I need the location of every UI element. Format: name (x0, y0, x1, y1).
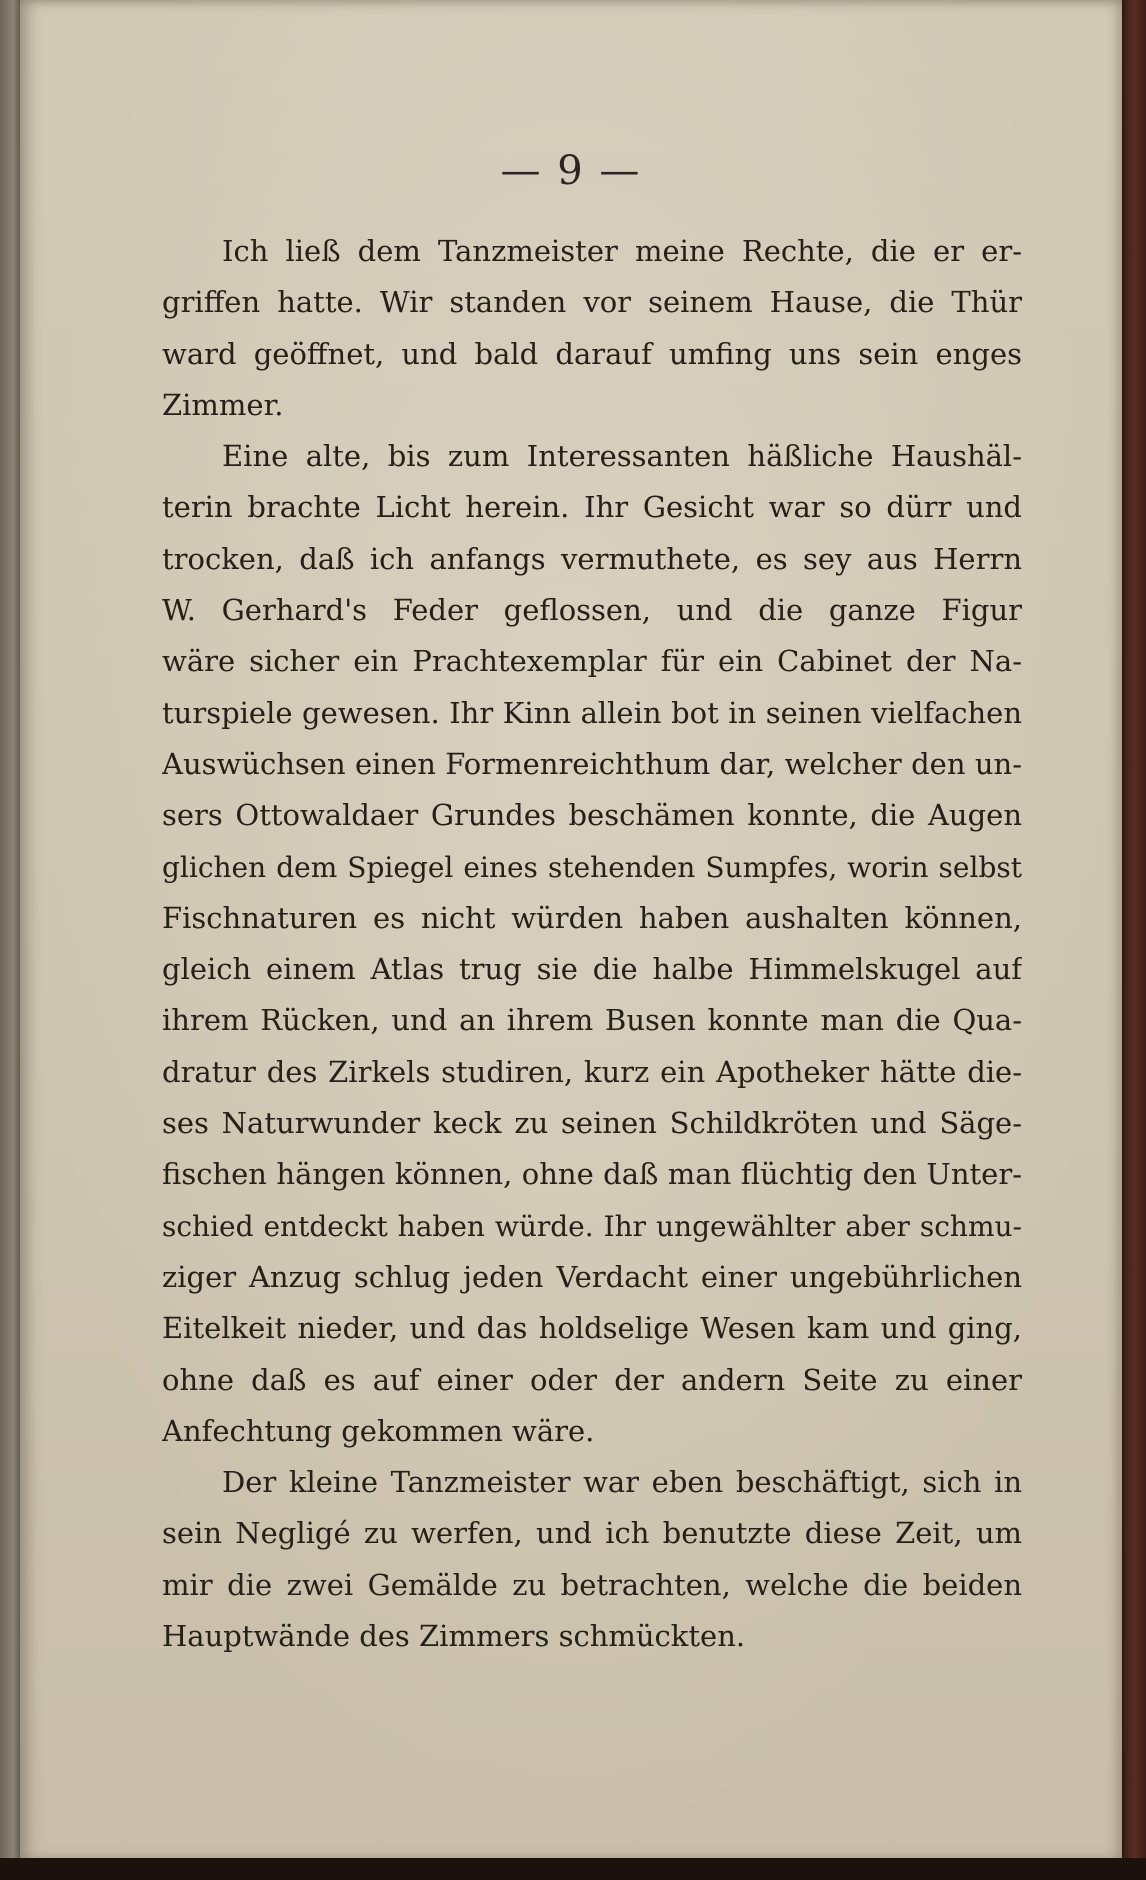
text-line: griffen hatte. Wir standen vor seinem Hause, die Thür (162, 285, 1022, 320)
body-text (162, 226, 1022, 1662)
text-line: terin brachte Licht herein. Ihr Gesicht war so dürr und (162, 490, 1022, 525)
text-line: trocken, daß ich anfangs vermuthete, es sey aus Herrn (162, 541, 1022, 576)
text-line: sers Ottowaldaer Grundes beschämen konnte, die Augen (162, 798, 1022, 833)
text-line: Anfechtung gekommen wäre. (162, 1413, 595, 1448)
text-line: ses Naturwunder keck zu seinen Schildkröten und Säge- (162, 1106, 1022, 1141)
text-line: Der kleine Tanzmeister war eben beschäftigt, sich in (222, 1465, 1022, 1500)
text-line: Eitelkeit nieder, und das holdselige Wesen kam und ging, (162, 1311, 1022, 1346)
text-line: Hauptwände des Zimmers schmückten. (162, 1619, 746, 1654)
text-line: ward geöffnet, und bald darauf umfing uns sein enges (162, 336, 1022, 371)
text-line: schied entdeckt haben würde. Ihr ungewählter aber schmu- (162, 1209, 1022, 1243)
text-line: dratur des Zirkels studiren, kurz ein Apotheker hätte die- (162, 1054, 1022, 1089)
text-line: ihrem Rücken, und an ihrem Busen konnte man die Qua- (162, 1003, 1022, 1038)
text-line: turspiele gewesen. Ihr Kinn allein bot in seinen vielfachen (162, 695, 1022, 730)
book-cover-edge (1124, 0, 1146, 1880)
text-line: fischen hängen können, ohne daß man flüchtig den Unter- (162, 1157, 1022, 1192)
text-line: gleich einem Atlas trug sie die halbe Himmelskugel auf (162, 952, 1022, 987)
text-line: sein Negligé zu werfen, und ich benutzte diese Zeit, um (162, 1516, 1022, 1551)
text-line: Fischnaturen es nicht würden haben aushalten können, (162, 900, 1022, 935)
text-line: ziger Anzug schlug jeden Verdacht einer ungebührlichen (162, 1259, 1022, 1294)
book-binding-edge (0, 0, 22, 1880)
book-page (20, 0, 1122, 1862)
text-line: Eine alte, bis zum Interessanten häßliche Haushäl- (222, 439, 1022, 474)
page-number-header: — 9 — (500, 148, 642, 194)
text-line: glichen dem Spiegel eines stehenden Sumpfes, worin selbst (162, 850, 1022, 884)
text-line: Auswüchsen einen Formenreichthum dar, welcher den un- (162, 746, 1022, 781)
text-line: Zimmer. (162, 387, 284, 422)
text-line: wäre sicher ein Prachtexemplar für ein Cabinet der Na- (162, 644, 1022, 679)
text-line: ohne daß es auf einer oder der andern Seite zu einer (162, 1362, 1022, 1397)
text-line: W. Gerhard's Feder geflossen, und die ganze Figur (162, 593, 1022, 628)
text-line: Ich ließ dem Tanzmeister meine Rechte, die er er- (222, 234, 1022, 268)
scan-bottom-edge (0, 1858, 1146, 1880)
text-line: mir die zwei Gemälde zu betrachten, welche die beiden (162, 1567, 1022, 1602)
